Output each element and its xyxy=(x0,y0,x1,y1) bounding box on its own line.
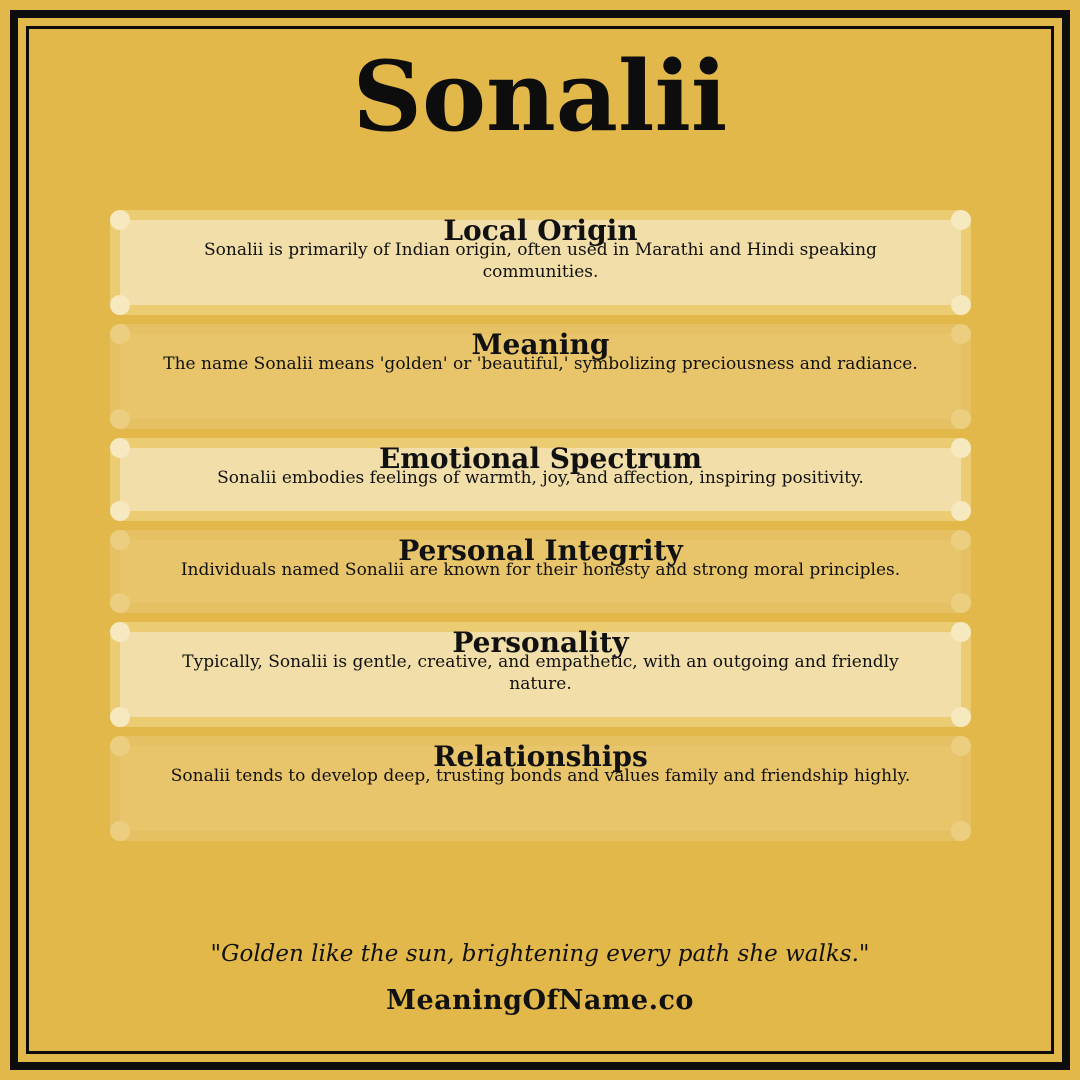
section-text: Sonalii embodies feelings of warmth, joy, and affection, inspiring positivity. xyxy=(217,468,864,488)
section-heading: Local Origin xyxy=(443,214,638,247)
section-heading: Emotional Spectrum xyxy=(378,442,703,475)
section-card-personal-integrity xyxy=(110,530,971,613)
section-card-local-origin xyxy=(110,210,971,315)
section-text: Sonalii tends to develop deep, trusting bonds and values family and friendship highly. xyxy=(170,766,911,786)
section-text: Individuals named Sonalii are known for their honesty and strong moral principles. xyxy=(180,560,901,580)
quote-open-mark: " xyxy=(210,941,222,967)
page-title: Sonalii xyxy=(352,40,728,153)
section-heading: Personal Integrity xyxy=(398,534,683,567)
section-card-emotional-spectrum xyxy=(110,438,971,521)
section-card-relationships xyxy=(110,736,971,841)
section-card-meaning xyxy=(110,324,971,429)
section-card-personality xyxy=(110,622,971,727)
quote-close-mark: " xyxy=(858,941,870,967)
section-heading: Personality xyxy=(452,626,629,659)
website-credit: MeaningOfName.co xyxy=(386,985,694,1016)
section-text: Sonalii is primarily of Indian origin, often used in Marathi and Hindi speaking communities. xyxy=(204,240,877,282)
quote xyxy=(0,938,1080,970)
section-heading: Relationships xyxy=(433,740,648,773)
section-text: Typically, Sonalii is gentle, creative, and empathetic, with an outgoing and friendly nature. xyxy=(182,652,899,694)
section-text: The name Sonalii means 'golden' or 'beautiful,' symbolizing preciousness and radiance. xyxy=(163,354,918,374)
quote-text: Golden like the sun, brightening every path she walks. xyxy=(221,941,859,967)
section-heading: Meaning xyxy=(471,328,610,361)
